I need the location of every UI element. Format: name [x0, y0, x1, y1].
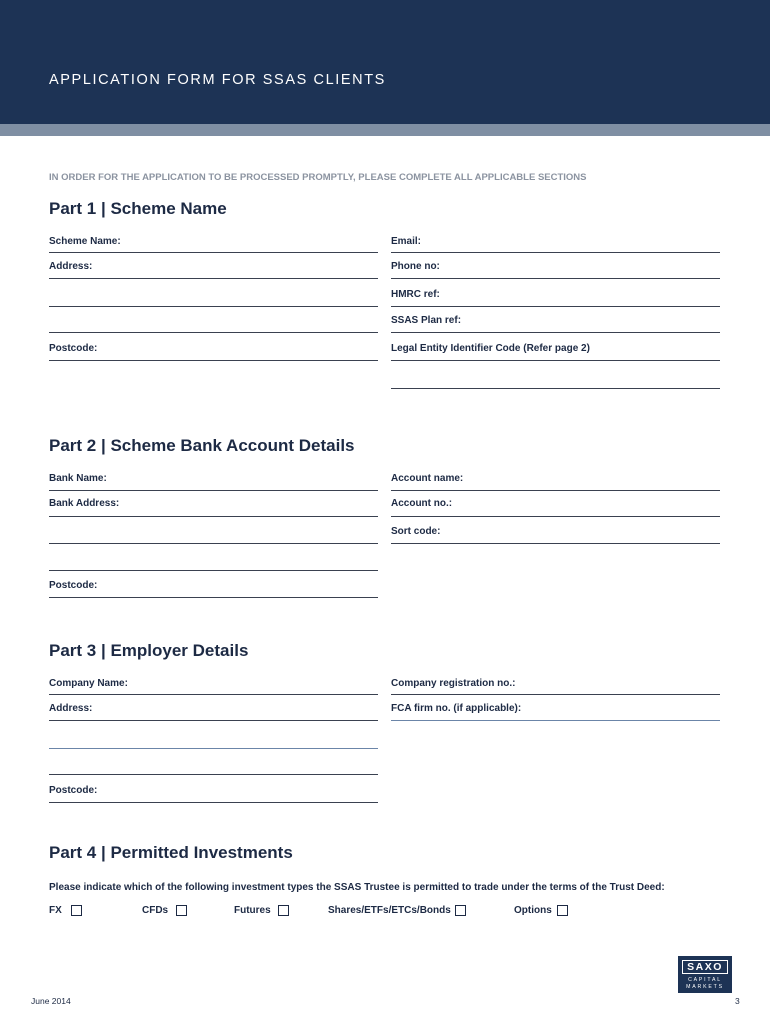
page-title: APPLICATION FORM FOR SSAS CLIENTS: [49, 72, 386, 88]
option-fx: [49, 905, 82, 916]
email-field[interactable]: [391, 252, 720, 253]
bank-address-field-2[interactable]: [49, 543, 378, 544]
footer-date: June 2014: [31, 996, 71, 1006]
option-cfds: [142, 905, 187, 916]
phone-label: Phone no:: [391, 261, 440, 272]
fca-firm-field[interactable]: [391, 720, 720, 721]
email-label: Email:: [391, 236, 422, 247]
employer-address-label: Address:: [49, 703, 93, 714]
part3-heading: Part 3 | Employer Details: [49, 641, 249, 660]
bank-name-label: Bank Name:: [49, 473, 107, 484]
bank-postcode-label: Postcode:: [49, 580, 98, 591]
phone-field[interactable]: [391, 278, 720, 279]
hmrc-field[interactable]: [391, 306, 720, 307]
company-reg-field[interactable]: [391, 694, 720, 695]
option-cfds-label: CFDs: [142, 905, 169, 916]
logo-line-2: MARKETS: [686, 984, 724, 990]
option-futures: [234, 905, 289, 916]
ssas-plan-field[interactable]: [391, 332, 720, 333]
company-name-field[interactable]: [49, 694, 378, 695]
futures-checkbox[interactable]: [278, 905, 289, 916]
lei-label: Legal Entity Identifier Code (Refer page 2): [391, 343, 590, 354]
option-fx-label: FX: [49, 905, 62, 916]
fx-checkbox[interactable]: [71, 905, 82, 916]
option-futures-label: Futures: [234, 905, 271, 916]
address-field-2[interactable]: [49, 306, 378, 307]
account-name-field[interactable]: [391, 490, 720, 491]
logo-line-1: CAPITAL: [688, 977, 722, 983]
employer-postcode-label: Postcode:: [49, 785, 98, 796]
scheme-name-label: Scheme Name:: [49, 236, 121, 247]
company-name-label: Company Name:: [49, 678, 128, 689]
options-checkbox[interactable]: [557, 905, 568, 916]
postcode-field[interactable]: [49, 360, 378, 361]
cfds-checkbox[interactable]: [176, 905, 187, 916]
address-label: Address:: [49, 261, 93, 272]
sort-code-label: Sort code:: [391, 526, 441, 537]
account-name-label: Account name:: [391, 473, 464, 484]
saxo-logo: [678, 956, 732, 993]
header-strip: [0, 124, 770, 136]
address-field-3[interactable]: [49, 332, 378, 333]
account-no-label: Account no.:: [391, 498, 453, 509]
option-shares: [328, 905, 466, 916]
hmrc-label: HMRC ref:: [391, 289, 440, 300]
bank-postcode-field[interactable]: [49, 597, 378, 598]
part2-heading: Part 2 | Scheme Bank Account Details: [49, 436, 355, 455]
page-number: 3: [735, 996, 740, 1006]
instructions-notice: IN ORDER FOR THE APPLICATION TO BE PROCESSED PROMPTLY, PLEASE COMPLETE ALL APPLICABLE SECTIONS: [49, 172, 587, 183]
option-shares-label: Shares/ETFs/ETCs/Bonds: [328, 905, 451, 916]
account-no-field[interactable]: [391, 516, 720, 517]
address-field-1[interactable]: [49, 278, 378, 279]
scheme-name-field[interactable]: [49, 252, 378, 253]
employer-address-field-3[interactable]: [49, 774, 378, 775]
employer-address-field-2[interactable]: [49, 748, 378, 749]
ssas-plan-label: SSAS Plan ref:: [391, 315, 462, 326]
lei-field-1[interactable]: [391, 360, 720, 361]
part4-heading: Part 4 | Permitted Investments: [49, 843, 293, 862]
part1-heading: Part 1 | Scheme Name: [49, 199, 227, 218]
bank-name-field[interactable]: [49, 490, 378, 491]
employer-address-field-1[interactable]: [49, 720, 378, 721]
option-options-label: Options: [514, 905, 552, 916]
header-banner: [0, 0, 770, 124]
permitted-investments-question: Please indicate which of the following investment types the SSAS Trustee is permitted to trade under the terms of the Trust Deed:: [49, 882, 665, 893]
shares-checkbox[interactable]: [455, 905, 466, 916]
bank-address-field-1[interactable]: [49, 516, 378, 517]
fca-firm-label: FCA firm no. (if applicable):: [391, 703, 522, 714]
logo-wordmark: SAXO: [682, 960, 728, 974]
option-options: [514, 905, 568, 916]
company-reg-label: Company registration no.:: [391, 678, 516, 689]
bank-address-label: Bank Address:: [49, 498, 120, 509]
postcode-label: Postcode:: [49, 343, 98, 354]
bank-address-field-3[interactable]: [49, 570, 378, 571]
sort-code-field[interactable]: [391, 543, 720, 544]
lei-field-2[interactable]: [391, 388, 720, 389]
employer-postcode-field[interactable]: [49, 802, 378, 803]
